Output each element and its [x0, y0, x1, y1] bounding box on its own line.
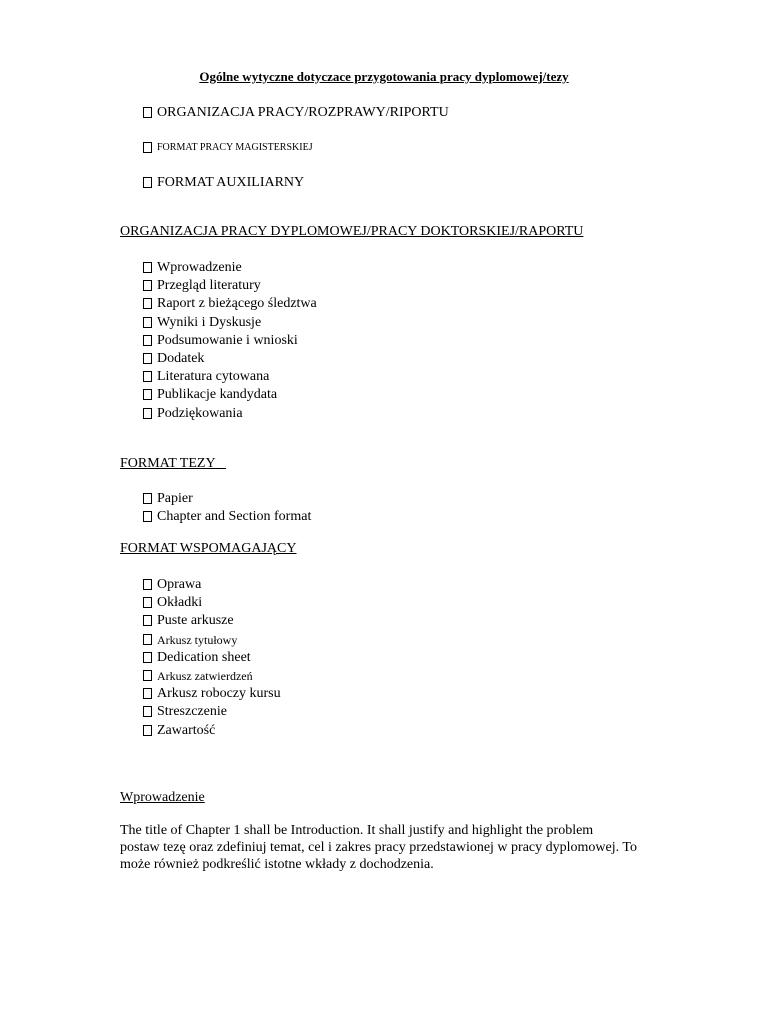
list-item [143, 631, 281, 649]
list-item-label: Puste arkusze [157, 613, 234, 629]
list-item [143, 277, 317, 295]
section-heading-auxiliary-format: FORMAT WSPOMAGAJĄCY [120, 541, 297, 556]
list-item [143, 332, 317, 350]
list-item [143, 490, 311, 508]
section-heading-introduction: Wprowadzenie [120, 790, 205, 805]
paragraph-line: postaw tezę oraz zdefiniuj temat, cel i zakres pracy przedstawionej w pracy dyplomowej. To [120, 840, 637, 855]
list-item-label: Okładki [157, 595, 203, 611]
list-item-label: Literatura cytowana [157, 369, 270, 385]
checkbox-icon [143, 107, 152, 118]
checkbox-icon [143, 389, 152, 400]
list-item [143, 174, 449, 209]
list-item [143, 386, 317, 404]
checkbox-icon [143, 317, 152, 328]
list-item [143, 576, 281, 594]
list-item-label: Zawartość [157, 722, 216, 738]
list-item-label: Papier [157, 491, 193, 506]
list-item-label: Wprowadzenie [157, 260, 242, 275]
checkbox-icon [143, 579, 152, 590]
checkbox-icon [143, 177, 152, 188]
checkbox-icon [143, 511, 152, 522]
list-item-label: Raport z bieżącego śledztwa [157, 296, 317, 312]
overview-list [143, 104, 449, 209]
checkbox-icon [143, 371, 152, 382]
list-item [143, 594, 281, 612]
list-item-label: FORMAT AUXILIARNY [157, 175, 305, 190]
organization-list [143, 259, 317, 423]
list-item [143, 405, 317, 423]
list-item [143, 259, 317, 277]
list-item-label: Wyniki i Dyskusje [157, 314, 262, 330]
list-item-label: Podsumowanie i wnioski [157, 332, 298, 348]
list-item-label: FORMAT PRACY MAGISTERSKIEJ [157, 142, 313, 153]
list-item [143, 295, 317, 313]
introduction-paragraph [120, 822, 680, 873]
list-item-label: Przegląd literatury [157, 278, 261, 294]
list-item [143, 667, 281, 685]
list-item-label: Podziękowania [157, 405, 243, 421]
list-item [143, 612, 281, 630]
paragraph-line: może również podkreślić istotne wkłady z dochodzenia. [120, 857, 434, 872]
checkbox-icon [143, 634, 152, 645]
checkbox-icon [143, 142, 152, 153]
list-item [143, 685, 281, 703]
checkbox-icon [143, 262, 152, 273]
checkbox-icon [143, 353, 152, 364]
list-item [143, 314, 317, 332]
list-item-label: Streszczenie [157, 704, 227, 720]
section-heading-label: FORMAT TEZY [120, 456, 216, 471]
list-item [143, 350, 317, 368]
list-item-label: Arkusz tytułowy [157, 632, 238, 647]
document-title: Ogólne wytyczne dotyczace przygotowania pracy dyplomowej/tezy [199, 69, 569, 84]
paragraph-line: The title of Chapter 1 shall be Introduction. It shall justify and highlight the problem [120, 823, 594, 838]
section-heading-organization: ORGANIZACJA PRACY DYPLOMOWEJ/PRACY DOKTORSKIEJ/RAPORTU [120, 224, 584, 239]
list-item [143, 722, 281, 740]
checkbox-icon [143, 298, 152, 309]
list-item-label: Dodatek [157, 350, 205, 366]
list-item-label: Publikacje kandydata [157, 387, 278, 403]
checkbox-icon [143, 615, 152, 626]
list-item [143, 649, 281, 667]
checkbox-icon [143, 706, 152, 717]
checkbox-icon [143, 335, 152, 346]
checkbox-icon [143, 725, 152, 736]
checkbox-icon [143, 408, 152, 419]
auxiliary-format-list [143, 576, 281, 740]
list-item-label: Chapter and Section format [157, 509, 312, 525]
list-item [143, 104, 449, 139]
list-item-label: ORGANIZACJA PRACY/ROZPRAWY/RIPORTU [157, 105, 449, 120]
thesis-format-list [143, 490, 311, 526]
list-item-label: Arkusz zatwierdzeń [157, 668, 253, 683]
checkbox-icon [143, 652, 152, 663]
checkbox-icon [143, 493, 152, 504]
checkbox-icon [143, 688, 152, 699]
list-item-label: Arkusz roboczy kursu [157, 686, 281, 702]
checkbox-icon [143, 280, 152, 291]
list-item [143, 508, 311, 526]
list-item-label: Oprawa [157, 577, 202, 592]
section-heading-thesis-format [120, 455, 226, 473]
checkbox-icon [143, 597, 152, 608]
list-item [143, 139, 449, 174]
list-item-label: Dedication sheet [157, 649, 251, 665]
list-item [143, 368, 317, 386]
checkbox-icon [143, 670, 152, 681]
list-item [143, 703, 281, 721]
